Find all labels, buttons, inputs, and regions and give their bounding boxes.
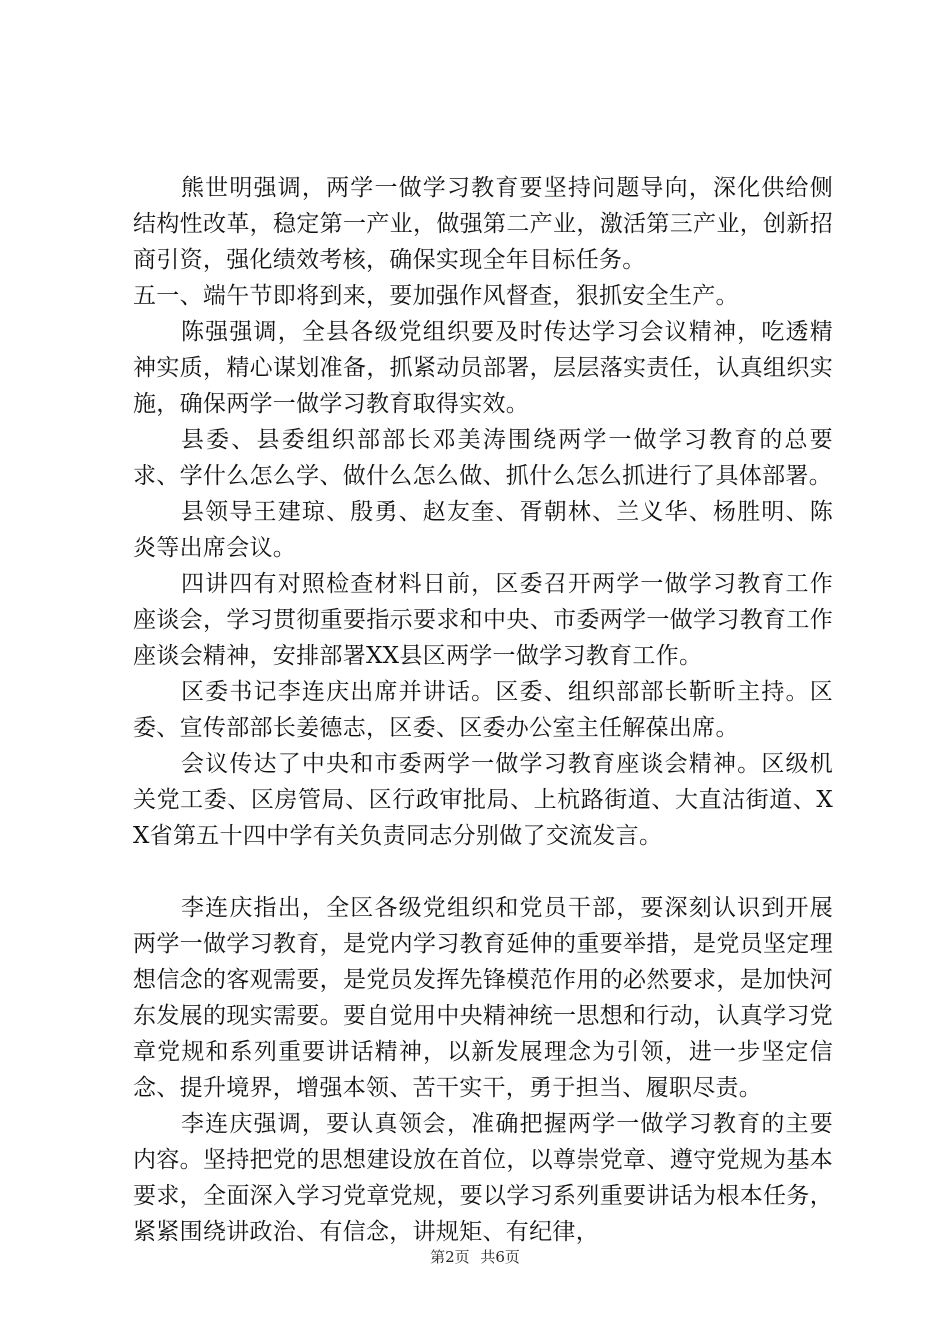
document-body bbox=[133, 170, 833, 1250]
paragraph: 李连庆指出，全区各级党组织和党员干部，要深刻认识到开展两学一做学习教育，是党内学习教育延伸的重要举措，是党员坚定理想信念的客观需要，是党员发挥先锋模范作用的必然要求，是加快河东发展的现实需要。要自觉用中央精神统一思想和行动，认真学习党章党规和系列重要讲话精神，以新发展理念为引领，进一步坚定信念、提升境界，增强本领、苦干实干，勇于担当、履职尽责。 bbox=[133, 895, 833, 1101]
paragraph: 县领导王建琼、殷勇、赵友奎、胥朝林、兰义华、杨胜明、陈炎等出席会议。 bbox=[133, 499, 833, 561]
paragraph-spacer bbox=[133, 854, 833, 890]
paragraph: 区委书记李连庆出席并讲话。区委、组织部部长靳昕主持。区委、宣传部部长姜德志，区委、区委办公室主任解葆出席。 bbox=[133, 679, 833, 741]
page-total: 共6页 bbox=[480, 1248, 520, 1266]
paragraph: 李连庆强调，要认真领会，准确把握两学一做学习教育的主要内容。坚持把党的思想建设放在首位，以尊崇党章、遵守党规为基本要求，全面深入学习党章党规，要以学习系列重要讲话为根本任务，紧紧围绕讲政治、有信念，讲规矩、有纪律， bbox=[133, 1111, 833, 1245]
page-footer bbox=[0, 1246, 950, 1267]
paragraph: 陈强强调，全县各级党组织要及时传达学习会议精神，吃透精神实质，精心谋划准备，抓紧动员部署，层层落实责任，认真组织实施，确保两学一做学习教育取得实效。 bbox=[133, 319, 833, 417]
paragraph: 五一、端午节即将到来，要加强作风督查，狠抓安全生产。 bbox=[133, 283, 739, 309]
paragraph: 县委、县委组织部部长邓美涛围绕两学一做学习教育的总要求、学什么怎么学、做什么怎么做、抓什么怎么抓进行了具体部署。 bbox=[133, 427, 833, 489]
paragraph: 熊世明强调，两学一做学习教育要坚持问题导向，深化供给侧结构性改革，稳定第一产业，做强第二产业，激活第三产业，创新招商引资，强化绩效考核，确保实现全年目标任务。 bbox=[133, 175, 833, 273]
paragraph: 四讲四有对照检查材料日前，区委召开两学一做学习教育工作座谈会，学习贯彻重要指示要求和中央、市委两学一做学习教育工作座谈会精神，安排部署XX县区两学一做学习教育工作。 bbox=[133, 571, 833, 669]
paragraph: 会议传达了中央和市委两学一做学习教育座谈会精神。区级机关党工委、区房管局、区行政审批局、上杭路街道、大直沽街道、XX省第五十四中学有关负责同志分别做了交流发言。 bbox=[133, 751, 833, 849]
page-number: 第2页 bbox=[430, 1248, 470, 1266]
